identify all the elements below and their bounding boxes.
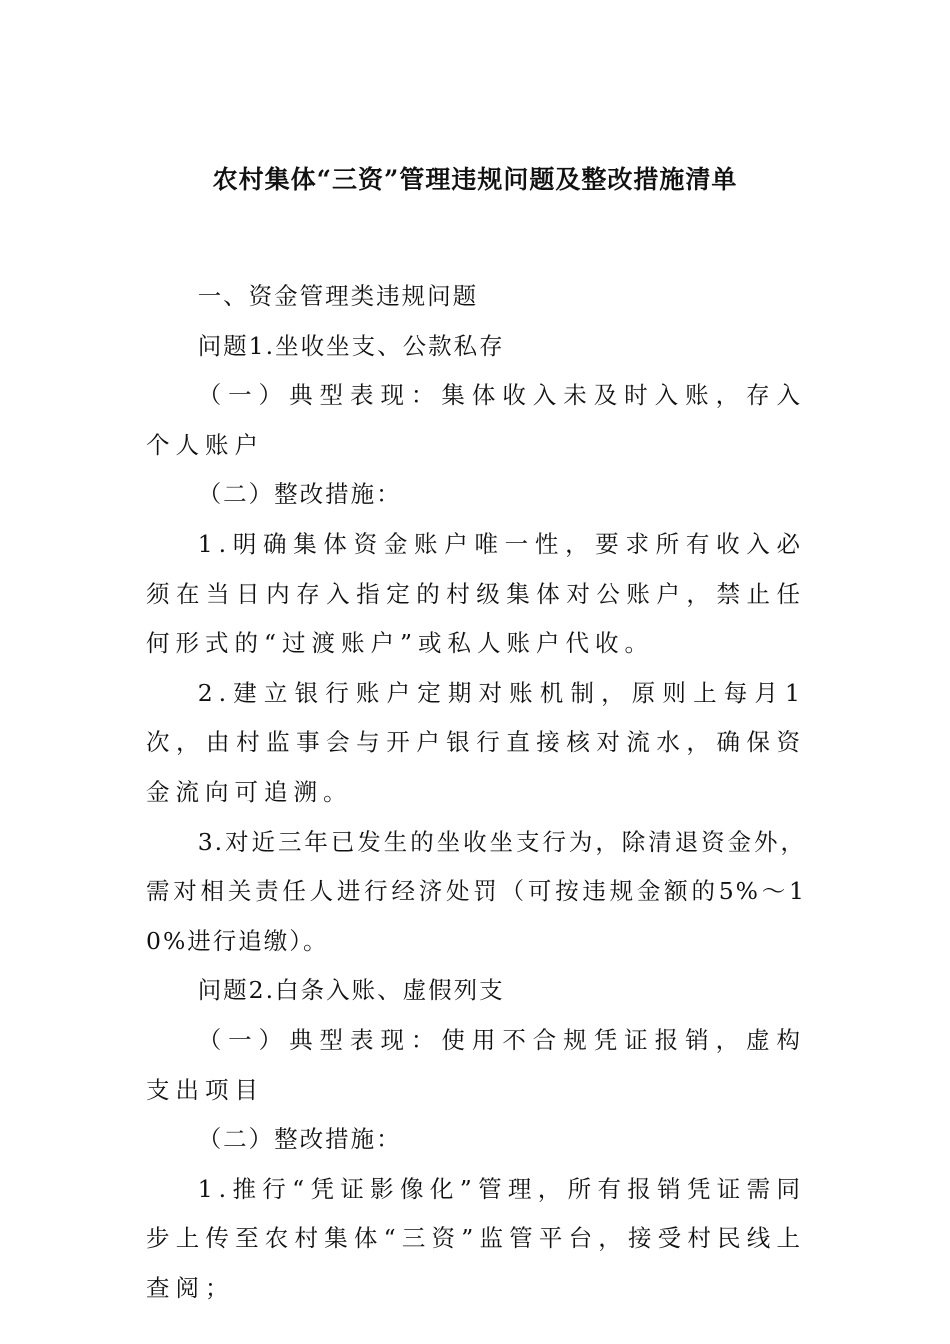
- problem-heading: 问题2.白条入账、虚假列支: [197, 976, 505, 1005]
- typical-manifestation: （一）典型表现：集体收入未及时入账，存入个人账户: [146, 381, 806, 459]
- rectification-heading: （二）整改措施：: [197, 1125, 402, 1154]
- document-body: [146, 272, 806, 1313]
- problem-heading: 问题1.坐收坐支、公款私存: [197, 331, 505, 360]
- rectification-heading: （二）整改措施：: [197, 480, 402, 509]
- section-heading: 一、资金管理类违规问题: [197, 282, 479, 310]
- measure-item: 3.对近三年已发生的坐收坐支行为，除清退资金外，需对相关责任人进行经济处罚（可按违规金额的5%～10%进行追缴）。: [146, 827, 806, 955]
- document-title: 农村集体“三资”管理违规问题及整改措施清单: [212, 165, 738, 194]
- measure-item: 2.建立银行账户定期对账机制，原则上每月1次，由村监事会与开户银行直接核对流水，确保资金流向可追溯。: [146, 678, 806, 806]
- measure-item: 1.推行“凭证影像化”管理，所有报销凭证需同步上传至农村集体“三资”监管平台，接受村民线上查阅；: [146, 1174, 806, 1302]
- typical-manifestation: （一）典型表现：使用不合规凭证报销，虚构支出项目: [146, 1025, 806, 1104]
- measure-item: 1.明确集体资金账户唯一性，要求所有收入必须在当日内存入指定的村级集体对公账户，禁止任何形式的“过渡账户”或私人账户代收。: [146, 529, 806, 658]
